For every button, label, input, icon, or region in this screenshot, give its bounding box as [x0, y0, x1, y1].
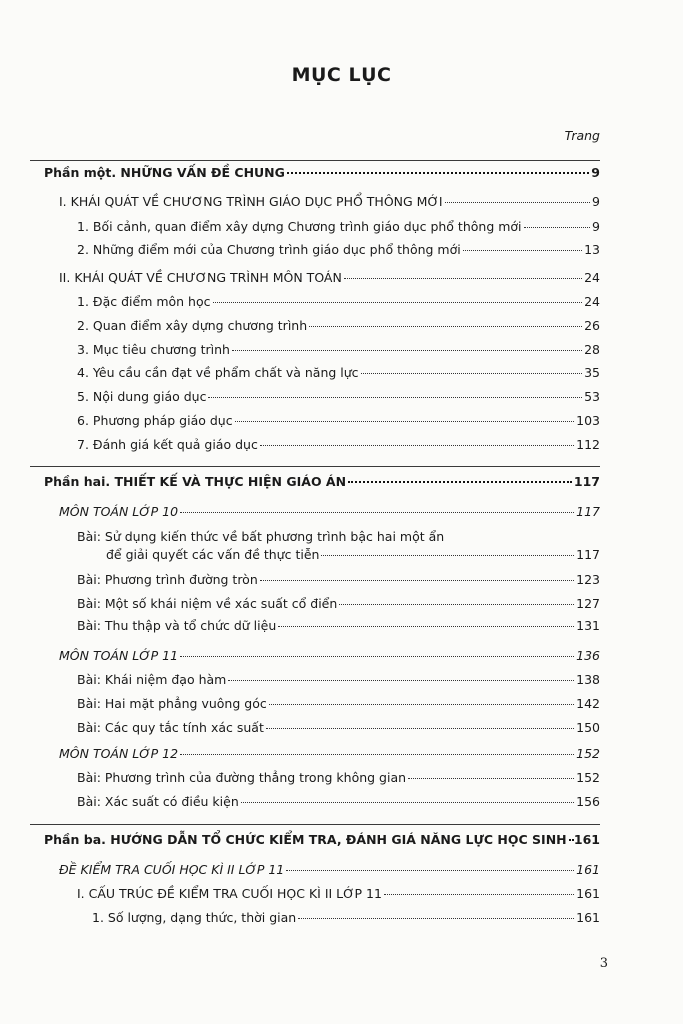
toc-entry[interactable]: Bài: Một số khái niệm về xác suất cổ điển 127 — [77, 596, 600, 611]
toc-entry[interactable]: 2. Quan điểm xây dựng chương trình 26 — [77, 318, 600, 333]
toc-entry[interactable]: Bài: Khái niệm đạo hàm 138 — [77, 672, 600, 687]
toc-entry[interactable]: 7. Đánh giá kết quả giáo dục 112 — [77, 437, 600, 452]
toc-section[interactable]: MÔN TOÁN LỚP 10 117 — [59, 504, 600, 519]
divider — [30, 824, 600, 825]
toc-entry[interactable]: Bài: Phương trình của đường thẳng trong không gian 152 — [77, 770, 600, 785]
page-title: MỤC LỤC — [291, 64, 392, 86]
divider — [30, 160, 600, 161]
toc-entry[interactable]: II. KHÁI QUÁT VỀ CHƯƠNG TRÌNH MÔN TOÁN 24 — [59, 270, 600, 285]
toc-entry[interactable]: 1. Đặc điểm môn học 24 — [77, 294, 600, 309]
toc-section[interactable]: MÔN TOÁN LỚP 12 152 — [59, 746, 600, 761]
toc-entry[interactable]: 2. Những điểm mới của Chương trình giáo dục phổ thông mới 13 — [77, 242, 600, 257]
toc-entry[interactable]: Bài: Các quy tắc tính xác suất 150 — [77, 720, 600, 735]
toc-part-1[interactable]: Phần một. NHỮNG VẤN ĐỀ CHUNG 9 — [44, 165, 600, 180]
toc-part-3[interactable]: Phần ba. HƯỚNG DẪN TỔ CHỨC KIỂM TRA, ĐÁNH GIÁ NĂNG LỰC HỌC SINH 161 — [44, 832, 600, 847]
toc-entry[interactable]: 3. Mục tiêu chương trình 28 — [77, 342, 600, 357]
toc-entry[interactable]: Bài: Thu thập và tổ chức dữ liệu 131 — [77, 618, 600, 633]
toc-entry[interactable]: I. CẤU TRÚC ĐỀ KIỂM TRA CUỐI HỌC KÌ II LỚP 11 161 — [77, 886, 600, 901]
toc-entry[interactable]: 1. Số lượng, dạng thức, thời gian 161 — [92, 910, 600, 925]
toc-entry[interactable]: Bài: Phương trình đường tròn 123 — [77, 572, 600, 587]
page-number: 3 — [599, 956, 608, 971]
toc-section[interactable]: MÔN TOÁN LỚP 11 136 — [59, 648, 600, 663]
toc-part-2[interactable]: Phần hai. THIẾT KẾ VÀ THỰC HIỆN GIÁO ÁN 117 — [44, 474, 600, 489]
toc-entry[interactable]: để giải quyết các vấn đề thực tiễn 117 — [106, 547, 600, 562]
toc-entry[interactable]: Bài: Xác suất có điều kiện 156 — [77, 794, 600, 809]
page-column-label: Trang — [564, 128, 600, 143]
toc-entry[interactable]: I. KHÁI QUÁT VỀ CHƯƠNG TRÌNH GIÁO DỤC PHỔ THÔNG MỚI 9 — [59, 194, 600, 209]
toc-section[interactable]: ĐỀ KIỂM TRA CUỐI HỌC KÌ II LỚP 11 161 — [59, 862, 600, 877]
toc-entry-line1[interactable]: Bài: Sử dụng kiến thức về bất phương trình bậc hai một ẩn — [77, 529, 445, 544]
toc-entry[interactable]: Bài: Hai mặt phẳng vuông góc 142 — [77, 696, 600, 711]
toc-entry[interactable]: 5. Nội dung giáo dục 53 — [77, 389, 600, 404]
toc-entry[interactable]: 6. Phương pháp giáo dục 103 — [77, 413, 600, 428]
toc-entry[interactable]: 1. Bối cảnh, quan điểm xây dựng Chương trình giáo dục phổ thông mới 9 — [77, 219, 600, 234]
divider — [30, 466, 600, 467]
toc-entry[interactable]: 4. Yêu cầu cần đạt về phẩm chất và năng lực 35 — [77, 365, 600, 380]
